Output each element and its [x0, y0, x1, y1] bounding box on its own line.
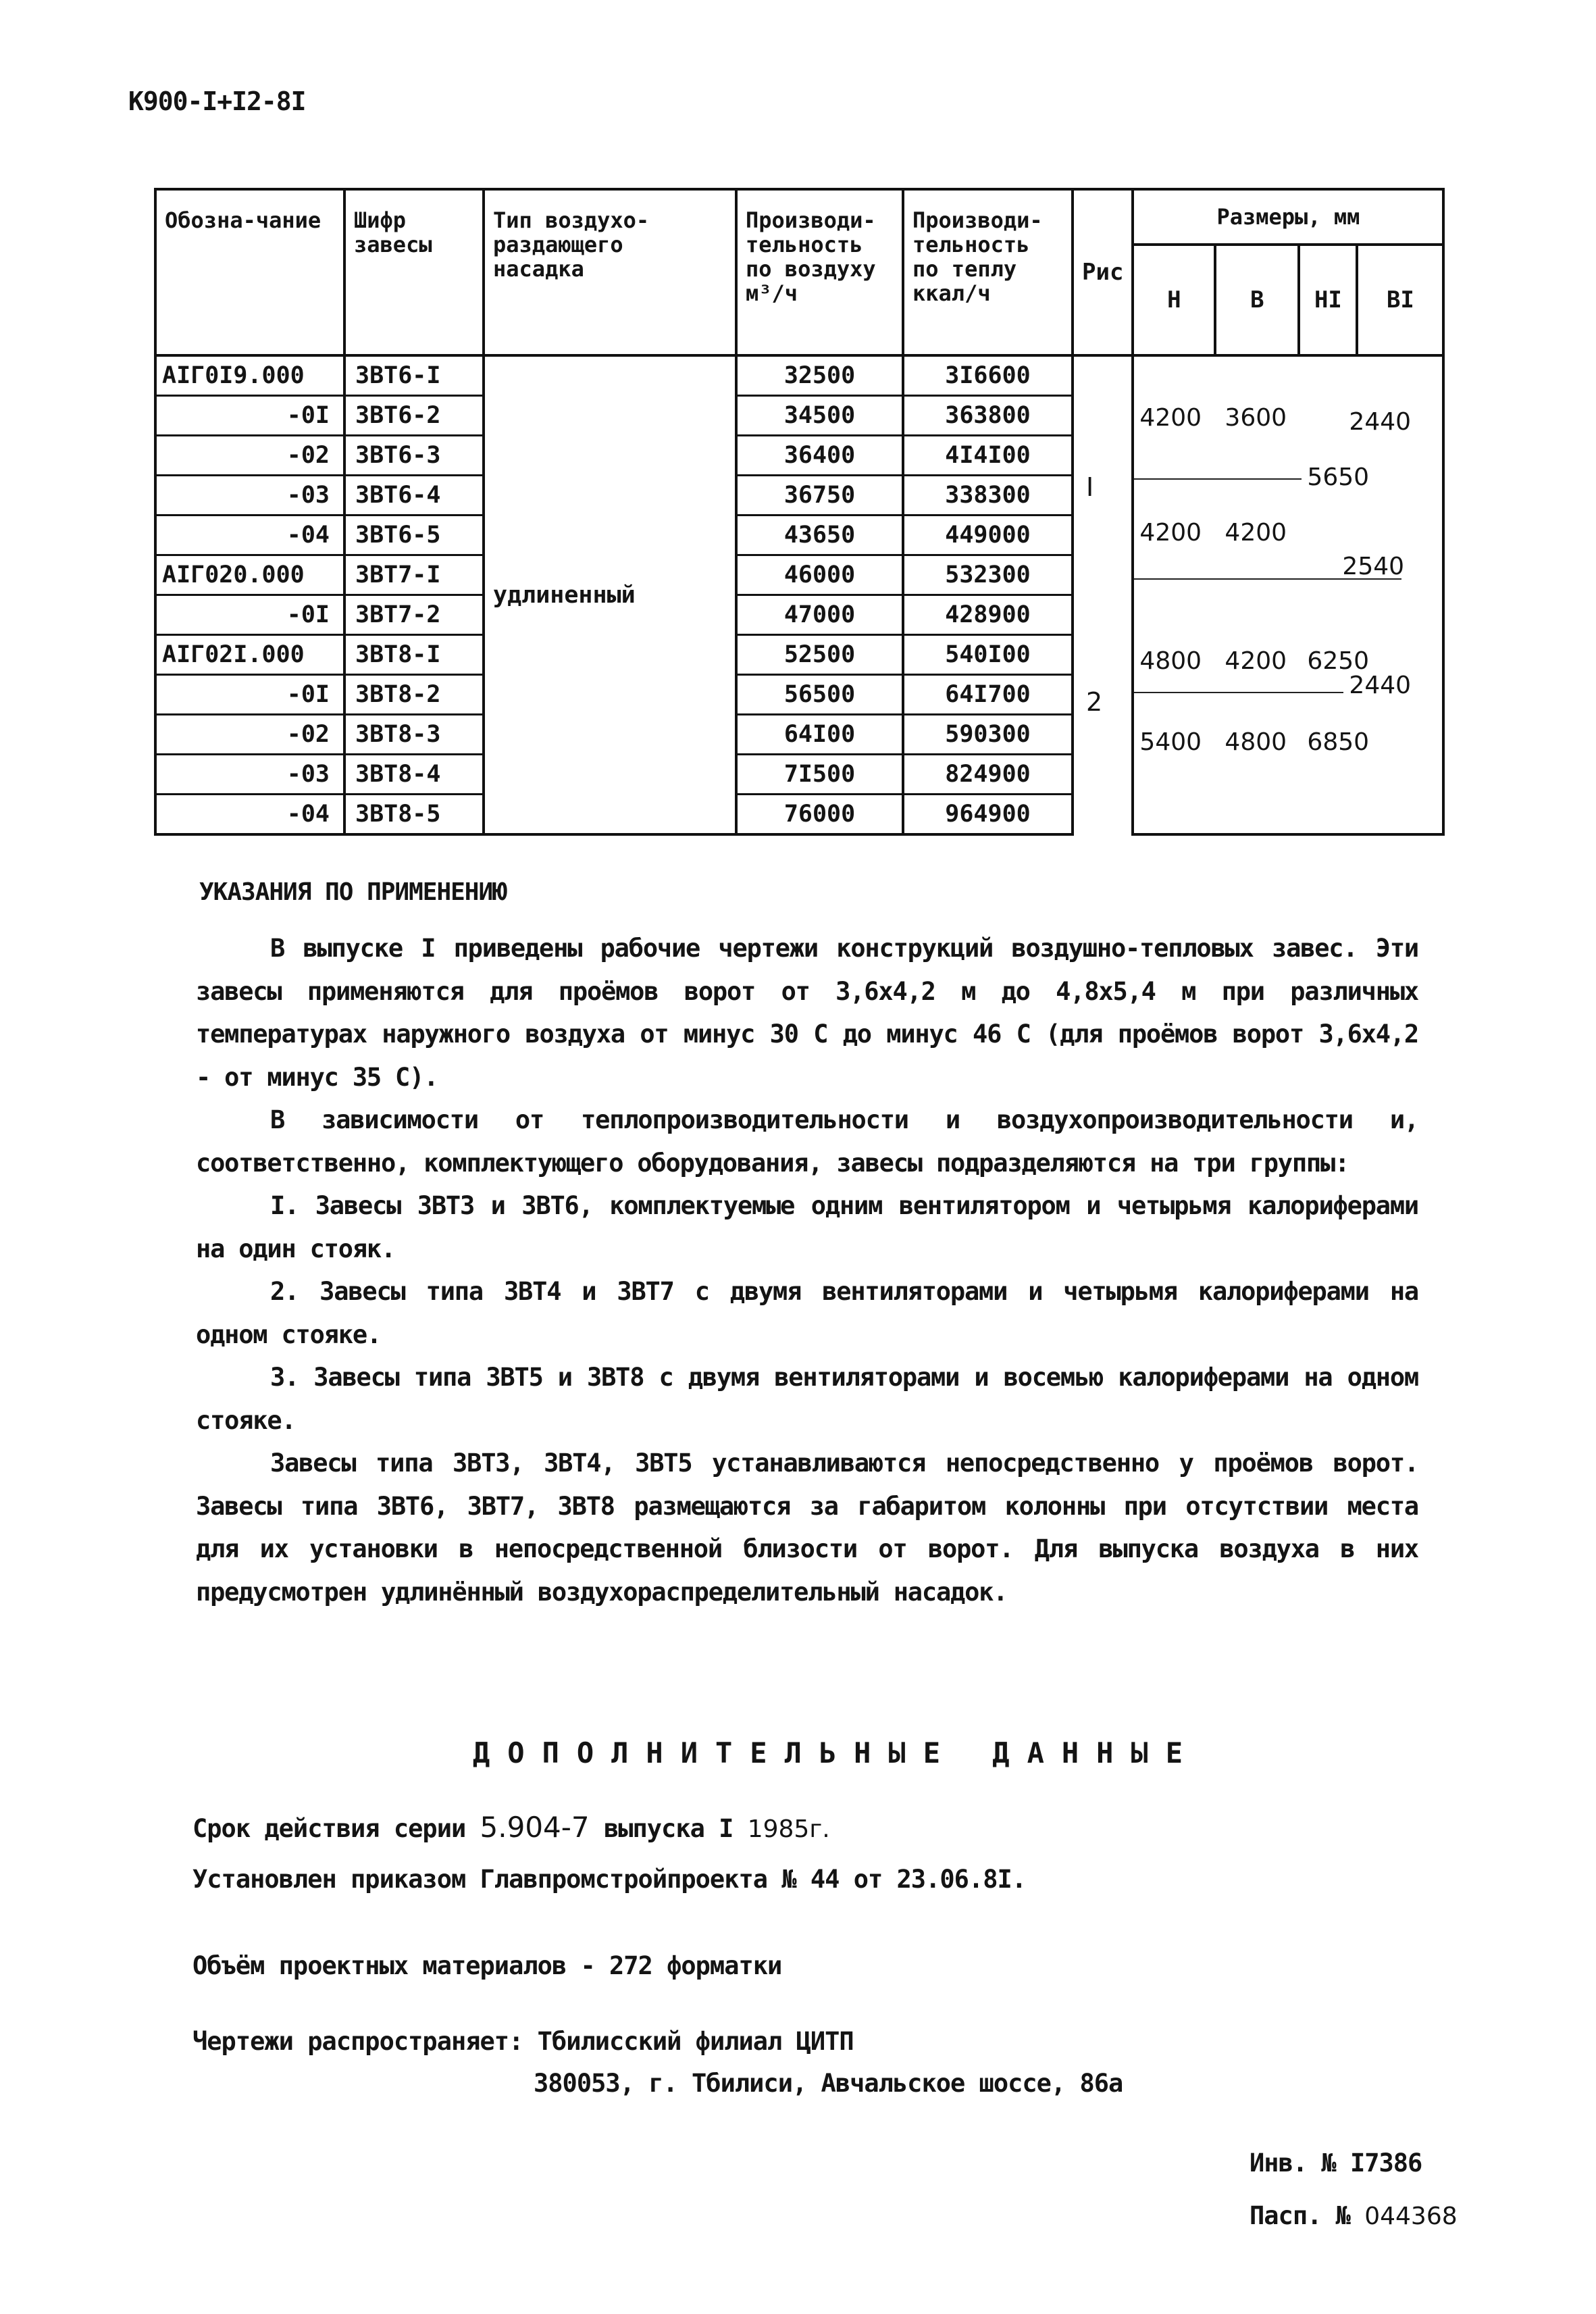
curtain-code-cell: ЗВТ7-I: [344, 555, 484, 595]
designation-cell: -0I: [155, 675, 344, 715]
instructions-paragraph: В выпуске I приведены рабочие чертежи конструкций воздушно-тепловых завес. Эти завесы применяются для проёмов ворот от 3,6х4,2 м до 4,8х5,4 м при различных температурах наружного воздуха от минус 30 С до минус 46 С (для проёмов ворот 3,6х4,2 - от минус 35 С).: [196, 934, 1418, 1092]
designation-cell: -0I: [155, 396, 344, 436]
header-h1: НI: [1299, 245, 1357, 355]
curtain-code-cell: ЗВТ8-3: [344, 715, 484, 755]
heat-capacity-cell: 964900: [903, 795, 1073, 835]
group2-h-b: 5400: [1139, 728, 1202, 756]
validity-line: [192, 1811, 830, 1844]
passport-number: [1250, 2201, 1458, 2230]
header-nozzle-type: Тип воздухо-раздающего насадка: [484, 189, 736, 355]
specification-table: [154, 188, 1445, 836]
group1-h-b: 4200: [1139, 518, 1202, 547]
curtain-code-cell: ЗВТ6-I: [344, 355, 484, 396]
header-figure: Рис: [1073, 189, 1133, 355]
table-row: [155, 355, 1443, 396]
heat-capacity-cell: 3I6600: [903, 355, 1073, 396]
group1-b1-alt: 2540: [1342, 552, 1405, 580]
heat-capacity-cell: 532300: [903, 555, 1073, 595]
group2-b-b: 4800: [1225, 728, 1287, 756]
heat-capacity-cell: 540I00: [903, 635, 1073, 675]
air-capacity-cell: 56500: [736, 675, 903, 715]
instructions-body: [196, 927, 1418, 1613]
designation-cell: АIГ0I9.000: [155, 355, 344, 396]
nozzle-type-value: удлиненный: [493, 581, 636, 609]
designation-cell: -02: [155, 715, 344, 755]
heat-capacity-cell: 4I4I00: [903, 436, 1073, 476]
heat-capacity-cell: 64I700: [903, 675, 1073, 715]
group2-b1: 2440: [1349, 671, 1412, 699]
distributor-name: Тбилисский филиал ЦИТП: [537, 2027, 854, 2056]
header-designation: Обозна-чание: [155, 189, 344, 355]
curtain-code-cell: ЗВТ8-I: [344, 635, 484, 675]
air-capacity-cell: 32500: [736, 355, 903, 396]
designation-cell: -04: [155, 795, 344, 835]
group2-h1-a: 6250: [1307, 647, 1370, 675]
header-b1: ВI: [1357, 245, 1443, 355]
group2-b-a: 4200: [1225, 647, 1287, 675]
instructions-paragraph: В зависимости от теплопроизводительности и воздухопроизводительности и, соответственно, комплектующего оборудования, завесы подразделяются на три группы:: [196, 1105, 1418, 1178]
approval-order: № 44 от 23.06.8I.: [781, 1865, 1027, 1894]
curtain-code-cell: ЗВТ8-5: [344, 795, 484, 835]
curtain-code-cell: ЗВТ8-2: [344, 675, 484, 715]
heat-capacity-cell: 824900: [903, 755, 1073, 795]
heat-capacity-cell: 449000: [903, 515, 1073, 555]
air-capacity-cell: 46000: [736, 555, 903, 595]
air-capacity-cell: 43650: [736, 515, 903, 555]
header-dimensions: Размеры, мм: [1133, 189, 1443, 245]
group1-b-a: 3600: [1225, 403, 1287, 432]
air-capacity-cell: 34500: [736, 396, 903, 436]
approval-prefix: Установлен приказом Главпромстройпроекта: [192, 1865, 768, 1894]
validity-prefix: Срок действия серии: [192, 1814, 466, 1843]
group1-h1: 5650: [1307, 463, 1370, 491]
document-code: К900-I+I2-8I: [128, 86, 306, 116]
additional-data-title: ДОПОЛНИТЕЛЬНЫЕ ДАННЫЕ: [473, 1736, 1201, 1769]
header-h: Н: [1133, 245, 1215, 355]
header-curtain-code: Шифр завесы: [344, 189, 484, 355]
air-capacity-cell: 76000: [736, 795, 903, 835]
designation-cell: -02: [155, 436, 344, 476]
curtain-code-cell: ЗВТ6-2: [344, 396, 484, 436]
instructions-paragraph: 3. Завесы типа ЗВТ5 и ЗВТ8 с двумя вентиляторами и восемью калориферами на одном стояке.: [196, 1363, 1418, 1435]
header-b: В: [1215, 245, 1299, 355]
instructions-paragraph: 2. Завесы типа ЗВТ4 и ЗВТ7 с двумя вентиляторами и четырьмя калориферами на одном стояке.: [196, 1277, 1418, 1349]
nozzle-type-cell: [484, 355, 736, 834]
issue-label: выпуска I: [603, 1814, 733, 1843]
air-capacity-cell: 36750: [736, 476, 903, 515]
distributor-line: [192, 2027, 854, 2056]
figure-2-number: 2: [1086, 686, 1103, 717]
group1-b1: 2440: [1349, 407, 1412, 436]
air-capacity-cell: 64I00: [736, 715, 903, 755]
curtain-code-cell: ЗВТ6-3: [344, 436, 484, 476]
distributor-address: 380053, г. Тбилиси, Авчальское шоссе, 86а: [534, 2069, 1123, 2098]
figure-cell: [1073, 355, 1133, 834]
dimension-separator: [1134, 478, 1302, 480]
heat-capacity-cell: 428900: [903, 595, 1073, 635]
distributor-label: Чертежи распространяет:: [192, 2027, 523, 2056]
curtain-code-cell: ЗВТ6-5: [344, 515, 484, 555]
air-capacity-cell: 47000: [736, 595, 903, 635]
header-air-capacity: Производи-тельность по воздуху м³/ч: [736, 189, 903, 355]
inventory-value: I7386: [1349, 2148, 1422, 2178]
instructions-title: УКАЗАНИЯ ПО ПРИМЕНЕНИЮ: [199, 878, 507, 906]
designation-cell: АIГ020.000: [155, 555, 344, 595]
designation-cell: -03: [155, 476, 344, 515]
air-capacity-cell: 52500: [736, 635, 903, 675]
designation-cell: -03: [155, 755, 344, 795]
air-capacity-cell: 36400: [736, 436, 903, 476]
heat-capacity-cell: 590300: [903, 715, 1073, 755]
inventory-label: Инв. №: [1250, 2148, 1336, 2178]
heat-capacity-cell: 338300: [903, 476, 1073, 515]
inventory-number: [1250, 2148, 1422, 2178]
dimension-separator: [1134, 692, 1343, 693]
designation-cell: АIГ02I.000: [155, 635, 344, 675]
header-heat-capacity: Производи-тельность по теплу ккал/ч: [903, 189, 1073, 355]
air-capacity-cell: 7I500: [736, 755, 903, 795]
series-number: 5.904-7: [480, 1811, 590, 1844]
passport-label: Пасп. №: [1250, 2201, 1350, 2230]
instructions-paragraph: I. Завесы ЗВТЗ и ЗВТ6, комплектуемые одним вентилятором и четырьмя калориферами на один стояк.: [196, 1191, 1418, 1263]
group1-b-b: 4200: [1225, 518, 1287, 547]
group1-h-a: 4200: [1139, 403, 1202, 432]
approval-line: [192, 1865, 1026, 1894]
passport-value: 044368: [1364, 2203, 1458, 2230]
designation-cell: -04: [155, 515, 344, 555]
curtain-code-cell: ЗВТ6-4: [344, 476, 484, 515]
curtain-code-cell: ЗВТ7-2: [344, 595, 484, 635]
figure-1-number: I: [1086, 472, 1094, 502]
volume-line: Объём проектных материалов - 272 форматки: [192, 1951, 782, 1980]
heat-capacity-cell: 363800: [903, 396, 1073, 436]
group2-h1-b: 6850: [1307, 728, 1370, 756]
designation-cell: -0I: [155, 595, 344, 635]
instructions-paragraph: Завесы типа ЗВТЗ, ЗВТ4, ЗВТ5 устанавливаются непосредственно у проёмов ворот. Завесы типа ЗВТ6, ЗВТ7, ЗВТ8 размещаются за габаритом колонны при отсутствии места для их установки в непосредственной близости от ворот. Для выпуска воздуха в них предусмотрен удлинённый воздухораспределительный насадок.: [196, 1449, 1418, 1607]
dimensions-block: [1133, 355, 1443, 834]
curtain-code-cell: ЗВТ8-4: [344, 755, 484, 795]
validity-year: 1985г.: [747, 1815, 830, 1843]
group2-h-a: 4800: [1139, 647, 1202, 675]
